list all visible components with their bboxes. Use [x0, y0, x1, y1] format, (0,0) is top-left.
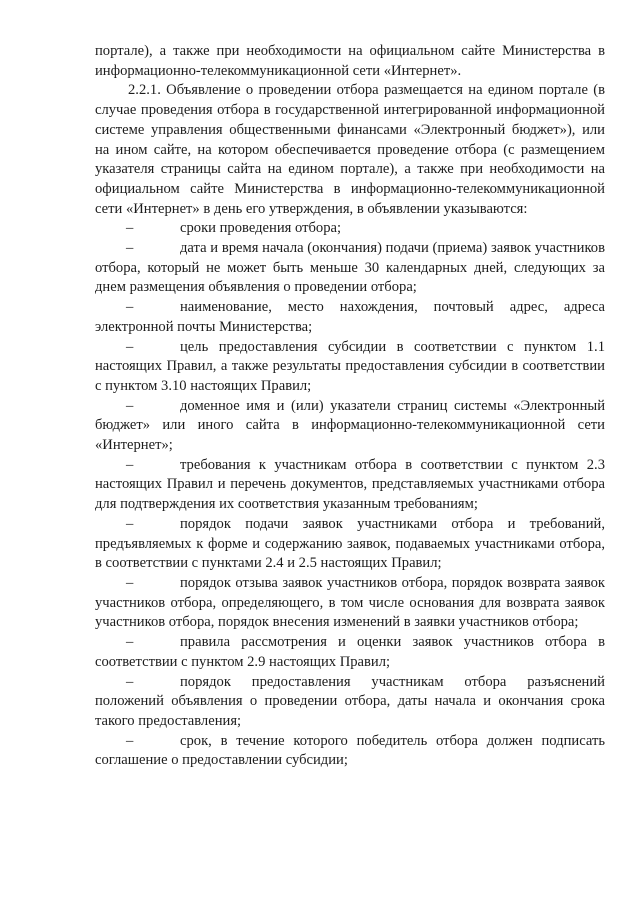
list-item-text: порядок отзыва заявок участников отбора, порядок возврата заявок участников отбора, определяющего, в том числе основания для возврата заявок участников отбора, порядок внесения изменений в заявки участников отбора; — [95, 574, 605, 631]
list-dash: – — [126, 732, 134, 749]
intro-paragraph: портале), а также при необходимости на официальном сайте Министерства в информационно-телекоммуникационной сети «Интернет». — [95, 43, 605, 79]
list-item-text: доменное имя и (или) указатели страниц системы «Электронный бюджет» или иного сайта в информационно-телекоммуникационной сети «Интернет»; — [95, 397, 605, 454]
document-body — [95, 42, 605, 771]
list-item-text: цель предоставления субсидии в соответствии с пунктом 1.1 настоящих Правил, а также результаты предоставления субсидии в соответствии с пунктом 3.10 настоящих Правил; — [95, 338, 605, 394]
list-item-text: дата и время начала (окончания) подачи (приема) заявок участников отбора, который не может быть меньше 30 календарных дней, следующих за днем размещения объявления о проведении отбора; — [95, 240, 605, 296]
list-item-text: порядок предоставления участникам отбора разъяснений положений объявления о проведении отбора, даты начала и окончания срока такого предоставления; — [95, 673, 605, 729]
section-paragraph: 2.2.1. Объявление о проведении отбора размещается на едином портале (в случае проведения отбора в государственной интегрированной информационной системе управления общественными финансами «Электронный бюджет»), или на ином сайте, на котором обеспечивается проведение отбора (с размещением указателя страницы сайта на едином портале), а также при необходимости на официальном сайте Министерства в информационно-телекоммуникационной сети «Интернет» в день его утверждения, в объявлении указываются: — [95, 82, 605, 217]
list-item — [95, 397, 605, 456]
list-dash: – — [126, 515, 134, 532]
list-dash: – — [126, 673, 134, 690]
list-dash: – — [126, 220, 134, 237]
list-dash: – — [126, 240, 134, 257]
list-item-text: сроки проведения отбора; — [180, 220, 342, 237]
list-item — [95, 219, 605, 239]
list-item — [95, 456, 605, 515]
list-dash: – — [126, 574, 134, 591]
list-item-text: правила рассмотрения и оценки заявок участников отбора в соответствии с пунктом 2.9 настоящих Правил; — [95, 634, 605, 670]
list-item-text: порядок подачи заявок участниками отбора и требований, предъявляемых к форме и содержанию заявок, подаваемых участниками отбора, в соответствии с пунктами 2.4 и 2.5 настоящих Правил; — [95, 515, 605, 572]
list-item-text: требования к участникам отбора в соответствии с пунктом 2.3 настоящих Правил и перечень документов, представляемых участниками отбора для подтверждения их соответствия указанным требованиям; — [95, 456, 605, 513]
requirements-list — [95, 219, 605, 771]
list-item — [95, 515, 605, 574]
list-item — [95, 574, 605, 633]
list-item-text: срок, в течение которого победитель отбора должен подписать соглашение о предоставлении субсидии; — [95, 732, 605, 769]
list-dash: – — [126, 299, 134, 316]
list-item — [95, 673, 605, 732]
list-dash: – — [126, 338, 134, 355]
list-item-text: наименование, место нахождения, почтовый адрес, адреса электронной почты Министерства; — [95, 299, 605, 335]
list-item — [95, 338, 605, 397]
list-item — [95, 239, 605, 298]
list-item — [95, 633, 605, 672]
list-dash: – — [126, 397, 134, 414]
list-item — [95, 298, 605, 337]
list-dash: – — [126, 634, 134, 651]
list-dash: – — [126, 456, 134, 473]
list-item — [95, 732, 605, 771]
